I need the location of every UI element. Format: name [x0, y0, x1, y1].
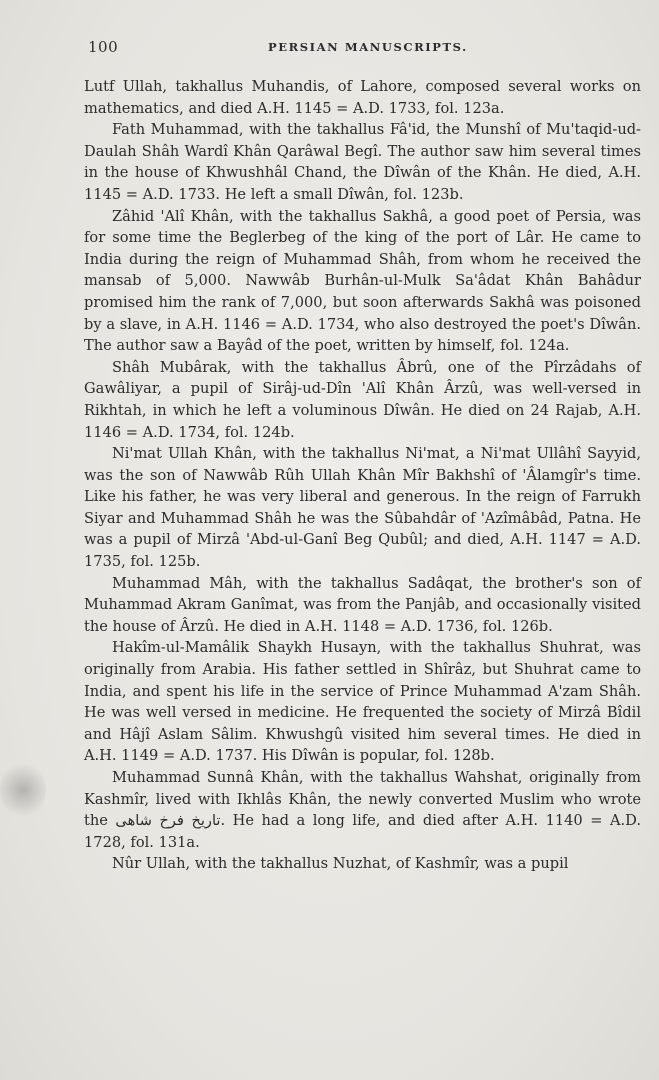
- running-title: PERSIAN MANUSCRIPTS.: [268, 40, 468, 54]
- paragraph-fath-muhammad: Fath Muhammad, with the takhallus Fâ'id, the Munshî of Mu'taqid-ud-Daulah Shâh Wardî Khân Qarâwal Begî. The author saw him several times in the house of Khwushhâl Chand, the Dîwân of the Khân. He died, A.H. 1145 = A.D. 1733. He left a small Dîwân, fol. 123b.: [84, 121, 641, 203]
- paragraph-lutf-ullah: Lutf Ullah, takhallus Muhandis, of Lahore, composed several works on mathematics, and died A.H. 1145 = A.D. 1733, fol. 123a.: [84, 78, 641, 117]
- paragraph-muhammad-sunna-khan: Muhammad Sunnâ Khân, with the takhallus Wahshat, originally from Kashmîr, lived with Ikhlâs Khân, the newly converted Muslim who wrote the تاریخ فرخ شاهی. He had a long life, and died after A.H. 1140 = A.D. 1728, fol. 131a.: [84, 769, 641, 851]
- page-header: [88, 38, 631, 60]
- paragraph-nimat-ullah-khan: Ni'mat Ullah Khân, with the takhallus Ni'mat, a Ni'mat Ullâhî Sayyid, was the son of Nawwâb Rûh Ullah Khân Mîr Bakhshî of 'Âlamgîr's time. Like his father, he was very liberal and generous. In the reign of Farrukh Siyar and Muhammad Shâh he was the Sûbahdâr of 'Azîmâbâd, Patna. He was a pupil of Mirzâ 'Abd-ul-Ganî Beg Qubûl; and died, A.H. 1147 = A.D. 1735, fol. 125b.: [84, 445, 641, 571]
- page-number: 100: [88, 38, 119, 56]
- paper-stain: [0, 760, 46, 820]
- paragraph-muhammad-mah: Muhammad Mâh, with the takhallus Sadâqat, the brother's son of Muhammad Akram Ganîmat, was from the Panjâb, and occasionally visited the house of Ârzû. He died in A.H. 1148 = A.D. 1736, fol. 126b.: [84, 574, 641, 635]
- paragraph-shah-mubarak: Shâh Mubârak, with the takhallus Âbrû, one of the Pîrzâdahs of Gawâliyar, a pupil of Sirâj-ud-Dîn 'Alî Khân Ârzû, was well-versed in Rikhtah, in which he left a voluminous Dîwân. He died on 24 Rajab, A.H. 1146 = A.D. 1734, fol. 124b.: [84, 358, 641, 441]
- paragraph-hakim-ul-mamalik: Hakîm-ul-Mamâlik Shaykh Husayn, with the takhallus Shuhrat, was originally from Arabia. His father settled in Shîrâz, but Shuhrat came to India, and spent his life in the service of Prince Muhammad A'zam Shâh. He was well versed in medicine. He frequented the society of Mirzâ Bîdil and Hâjî Aslam Sâlim. Khwushgû visited him several times. He died in A.H. 1149 = A.D. 1737. His Dîwân is popular, fol. 128b.: [84, 639, 641, 765]
- paragraph-nur-ullah: Nûr Ullah, with the takhallus Nuzhat, of Kashmîr, was a pupil: [112, 855, 569, 873]
- body-text: [84, 76, 641, 875]
- paragraph-zahid-ali-khan: Zâhid 'Alî Khân, with the takhallus Sakhâ, a good poet of Persia, was for some time the Beglerbeg of the king of the port of Lâr. He came to India during the reign of Muhammad Shâh, from whom he received the mansab of 5,000. Nawwâb Burhân-ul-Mulk Sa'âdat Khân Bahâdur promised him the rank of 7,000, but soon afterwards Sakhâ was poisoned by a slave, in A.H. 1146 = A.D. 1734, who also destroyed the poet's Dîwân. The author saw a Bayâd of the poet, written by himself, fol. 124a.: [84, 207, 641, 355]
